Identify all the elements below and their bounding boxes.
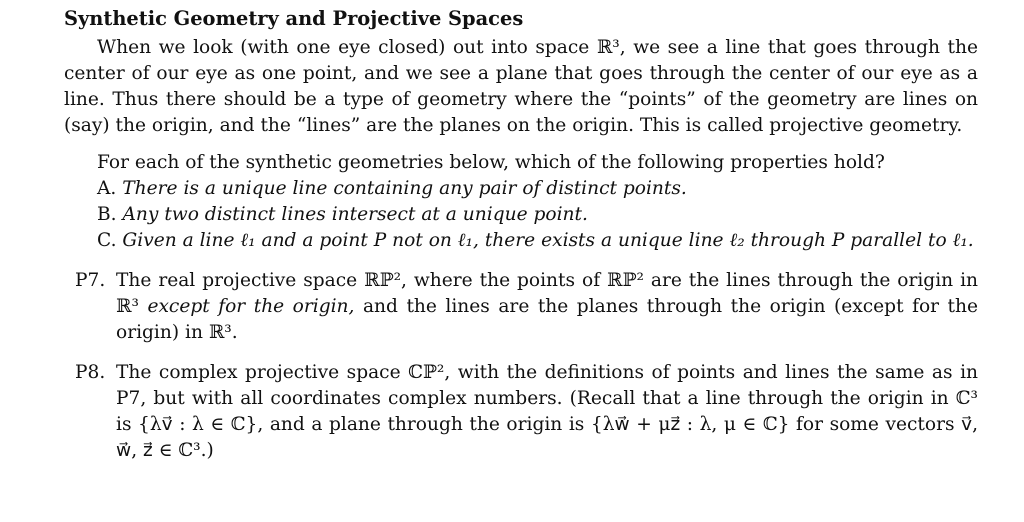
problem-p7-number: P7. (75, 270, 106, 291)
property-b-text: Any two distinct lines intersect at a unique point. (122, 204, 588, 225)
intro-paragraph: When we look (with one eye closed) out into space ℝ³, we see a line that goes through the center of our eye as one point, and we see a plane that goes through the center of our eye as a line. Thus there should be a type of geometry where the “points” of the geometry are lines on (say) the origin, and the “lines” are the planes on the origin. This is called projective geometry. (64, 37, 978, 136)
problem-p8-text: The complex projective space ℂℙ², with the definitions of points and lines the same as in P7, but with all coordinates complex numbers. (Recall that a line through the origin in ℂ³ is {λv⃗ : λ ∈ ℂ}, and a plane through the origin is {λw⃗ + μz⃗ : λ, μ ∈ ℂ} for some vectors v⃗, w⃗, z⃗ ∈ ℂ³.) (116, 362, 978, 461)
property-a-label: A. (97, 178, 117, 199)
problem-p7-text-1: The real projective space ℝℙ², where the points of ℝℙ² are the lines through the origin in ℝ³ (116, 270, 978, 317)
problem-p8 (64, 360, 978, 464)
property-c-text: Given a line ℓ₁ and a point P not on ℓ₁, there exists a unique line ℓ₂ through P parallel to ℓ₁. (122, 230, 974, 251)
property-b (97, 202, 978, 228)
section-title: Synthetic Geometry and Projective Spaces (64, 7, 524, 30)
property-c (64, 228, 978, 254)
problem-p7-text-italic: except for the origin, (147, 296, 355, 317)
property-a-text: There is a unique line containing any pair of distinct points. (122, 178, 687, 199)
problem-p7-text-2: and the lines are the planes through the origin (except for the origin) in ℝ³. (116, 296, 978, 343)
question-block (64, 150, 978, 254)
property-c-label: C. (97, 230, 117, 251)
problem-p8-number: P8. (75, 362, 106, 383)
property-b-label: B. (97, 204, 117, 225)
question-text: For each of the synthetic geometries below, which of the following properties hold? (97, 152, 885, 173)
problem-p7 (64, 268, 978, 346)
property-a (97, 176, 978, 202)
